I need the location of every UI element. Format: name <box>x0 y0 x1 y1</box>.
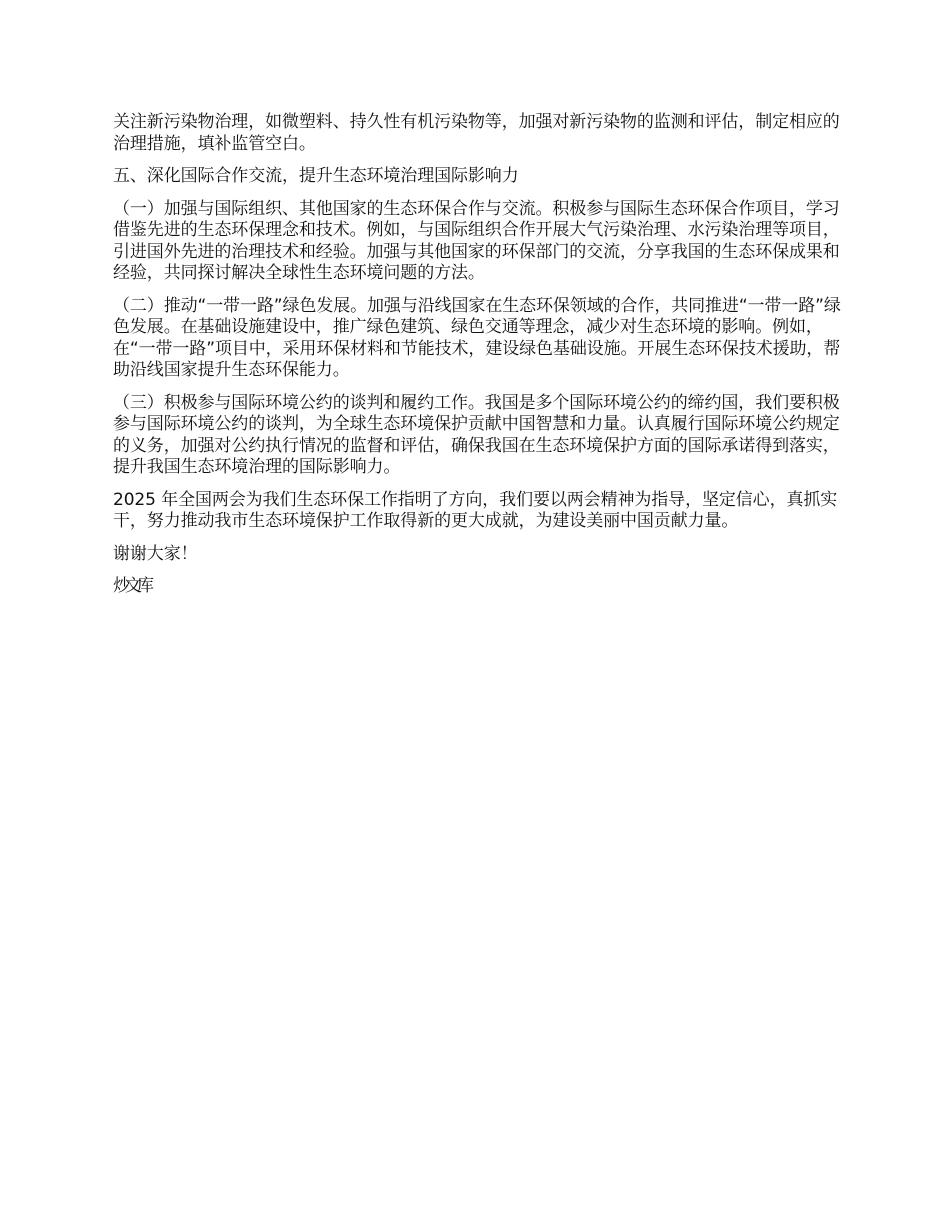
paragraph-international-organizations: （一）加强与国际组织、其他国家的生态环保合作与交流。积极参与国际生态环保合作项目，学习借鉴先进的生态环保理念和技术。例如，与国际组织合作开展大气污染治理、水污染治理等项目，引进国外先进的治理技术和经验。加强与其他国家的环保部门的交流，分享我国的生态环保成果和经验，共同探讨解决全球性生态环境问题的方法。 <box>113 198 840 283</box>
section-heading-international-cooperation: 五、深化国际合作交流，提升生态环境治理国际影响力 <box>113 166 519 186</box>
document-page <box>113 112 853 598</box>
paragraph-thanks: 谢谢大家！ <box>113 543 198 564</box>
paragraph-belt-and-road: （二）推动“一带一路”绿色发展。加强与沿线国家在生态环保领域的合作，共同推进“一带一路”绿色发展。在基础设施建设中，推广绿色建筑、绿色交通等理念，减少对生态环境的影响。例如，在“一带一路”项目中，采用环保材料和节能技术，建设绿色基础设施。开展生态环保技术援助，帮助沿线国家提升生态环保能力。 <box>113 295 841 380</box>
watermark-text: 炒文库 <box>113 576 149 596</box>
paragraph-environmental-conventions: （三）积极参与国际环境公约的谈判和履约工作。我国是多个国际环境公约的缔约国，我们要积极参与国际环境公约的谈判，为全球生态环境保护贡献中国智慧和力量。认真履行国际环境公约规定的义务，加强对公约执行情况的监督和评估，确保我国在生态环境保护方面的国际承诺得到落实，提升我国生态环境治理的国际影响力。 <box>113 392 840 477</box>
paragraph-conclusion: 2025 年全国两会为我们生态环保工作指明了方向，我们要以两会精神为指导，坚定信心，真抓实干，努力推动我市生态环境保护工作取得新的更大成就，为建设美丽中国贡献力量。 <box>113 489 838 531</box>
paragraph-new-pollutants: 关注新污染物治理，如微塑料、持久性有机污染物等，加强对新污染物的监测和评估，制定相应的治理措施，填补监管空白。 <box>113 112 840 154</box>
